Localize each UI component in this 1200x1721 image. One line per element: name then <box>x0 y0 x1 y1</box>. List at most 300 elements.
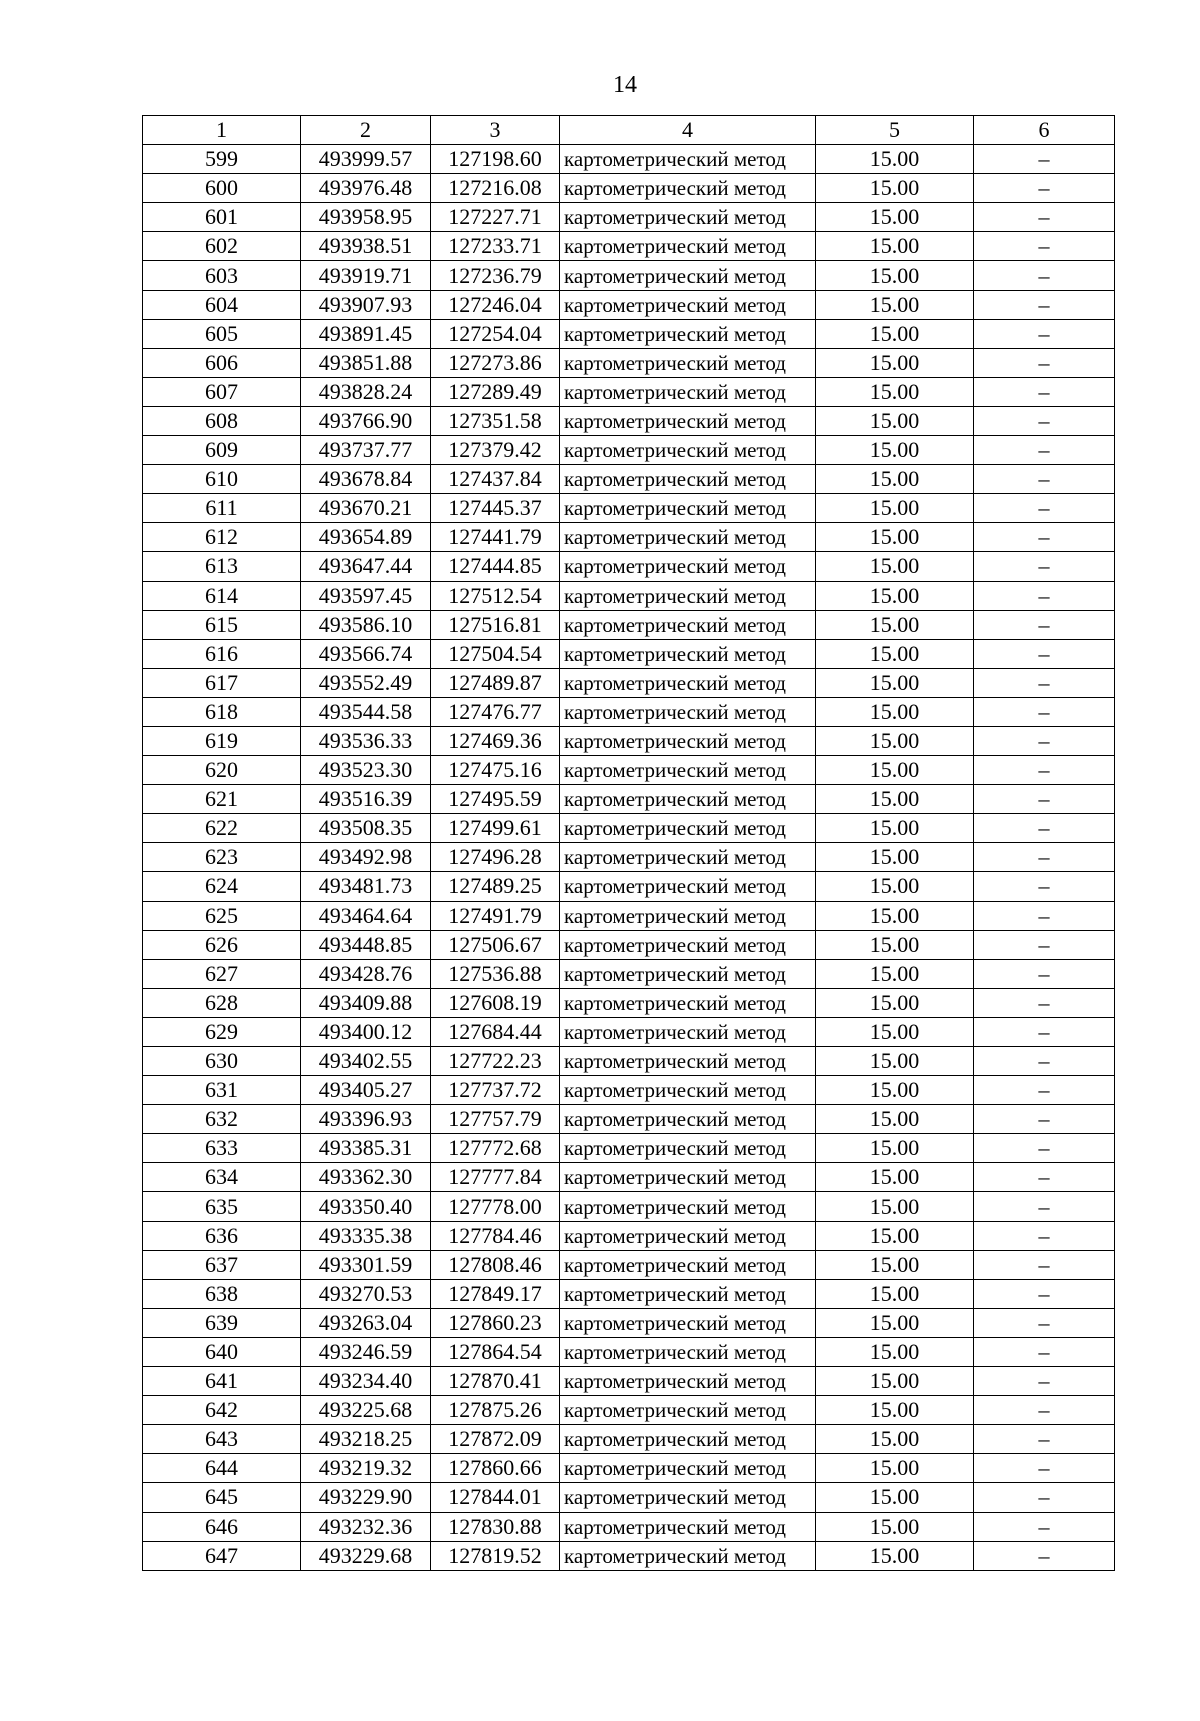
point-number-cell: 643 <box>143 1425 301 1454</box>
description-cell: – <box>974 1017 1115 1046</box>
table-row <box>143 581 1115 610</box>
x-coordinate-cell: 493246.59 <box>301 1337 431 1366</box>
description-cell: – <box>974 726 1115 755</box>
x-coordinate-cell: 493508.35 <box>301 814 431 843</box>
y-coordinate-cell: 127870.41 <box>431 1367 560 1396</box>
accuracy-cell: 15.00 <box>816 726 974 755</box>
point-number-cell: 632 <box>143 1105 301 1134</box>
accuracy-cell: 15.00 <box>816 1221 974 1250</box>
y-coordinate-cell: 127437.84 <box>431 465 560 494</box>
table-row <box>143 1105 1115 1134</box>
method-cell: картометрический метод <box>560 581 816 610</box>
y-coordinate-cell: 127489.87 <box>431 668 560 697</box>
accuracy-cell: 15.00 <box>816 901 974 930</box>
y-coordinate-cell: 127227.71 <box>431 203 560 232</box>
y-coordinate-cell: 127778.00 <box>431 1192 560 1221</box>
description-cell: – <box>974 581 1115 610</box>
x-coordinate-cell: 493464.64 <box>301 901 431 930</box>
y-coordinate-cell: 127872.09 <box>431 1425 560 1454</box>
table-row <box>143 1337 1115 1366</box>
method-cell: картометрический метод <box>560 1279 816 1308</box>
header-cell-5: 5 <box>816 116 974 145</box>
description-cell: – <box>974 843 1115 872</box>
method-cell: картометрический метод <box>560 697 816 726</box>
x-coordinate-cell: 493405.27 <box>301 1076 431 1105</box>
x-coordinate-cell: 493597.45 <box>301 581 431 610</box>
method-cell: картометрический метод <box>560 843 816 872</box>
description-cell: – <box>974 348 1115 377</box>
y-coordinate-cell: 127489.25 <box>431 872 560 901</box>
y-coordinate-cell: 127737.72 <box>431 1076 560 1105</box>
method-cell: картометрический метод <box>560 232 816 261</box>
description-cell: – <box>974 959 1115 988</box>
x-coordinate-cell: 493234.40 <box>301 1367 431 1396</box>
x-coordinate-cell: 493654.89 <box>301 523 431 552</box>
table-row <box>143 1512 1115 1541</box>
description-cell: – <box>974 1483 1115 1512</box>
x-coordinate-cell: 493647.44 <box>301 552 431 581</box>
accuracy-cell: 15.00 <box>816 290 974 319</box>
accuracy-cell: 15.00 <box>816 1105 974 1134</box>
method-cell: картометрический метод <box>560 1512 816 1541</box>
accuracy-cell: 15.00 <box>816 843 974 872</box>
method-cell: картометрический метод <box>560 377 816 406</box>
method-cell: картометрический метод <box>560 756 816 785</box>
table-row <box>143 756 1115 785</box>
point-number-cell: 609 <box>143 436 301 465</box>
point-number-cell: 624 <box>143 872 301 901</box>
y-coordinate-cell: 127351.58 <box>431 406 560 435</box>
x-coordinate-cell: 493301.59 <box>301 1250 431 1279</box>
accuracy-cell: 15.00 <box>816 930 974 959</box>
method-cell: картометрический метод <box>560 1192 816 1221</box>
y-coordinate-cell: 127495.59 <box>431 785 560 814</box>
point-number-cell: 606 <box>143 348 301 377</box>
x-coordinate-cell: 493766.90 <box>301 406 431 435</box>
method-cell: картометрический метод <box>560 1017 816 1046</box>
x-coordinate-cell: 493907.93 <box>301 290 431 319</box>
point-number-cell: 636 <box>143 1221 301 1250</box>
accuracy-cell: 15.00 <box>816 261 974 290</box>
x-coordinate-cell: 493523.30 <box>301 756 431 785</box>
method-cell: картометрический метод <box>560 523 816 552</box>
method-cell: картометрический метод <box>560 174 816 203</box>
accuracy-cell: 15.00 <box>816 1192 974 1221</box>
accuracy-cell: 15.00 <box>816 1047 974 1076</box>
y-coordinate-cell: 127777.84 <box>431 1163 560 1192</box>
accuracy-cell: 15.00 <box>816 232 974 261</box>
y-coordinate-cell: 127784.46 <box>431 1221 560 1250</box>
y-coordinate-cell: 127772.68 <box>431 1134 560 1163</box>
accuracy-cell: 15.00 <box>816 1163 974 1192</box>
header-cell-6: 6 <box>974 116 1115 145</box>
description-cell: – <box>974 319 1115 348</box>
table-row <box>143 1454 1115 1483</box>
method-cell: картометрический метод <box>560 988 816 1017</box>
table-row <box>143 930 1115 959</box>
y-coordinate-cell: 127504.54 <box>431 639 560 668</box>
accuracy-cell: 15.00 <box>816 203 974 232</box>
x-coordinate-cell: 493428.76 <box>301 959 431 988</box>
y-coordinate-cell: 127289.49 <box>431 377 560 406</box>
point-number-cell: 627 <box>143 959 301 988</box>
description-cell: – <box>974 523 1115 552</box>
x-coordinate-cell: 493544.58 <box>301 697 431 726</box>
point-number-cell: 641 <box>143 1367 301 1396</box>
table-row <box>143 552 1115 581</box>
x-coordinate-cell: 493670.21 <box>301 494 431 523</box>
table-row <box>143 290 1115 319</box>
table-row <box>143 988 1115 1017</box>
y-coordinate-cell: 127819.52 <box>431 1541 560 1570</box>
description-cell: – <box>974 1047 1115 1076</box>
table-row <box>143 319 1115 348</box>
description-cell: – <box>974 1076 1115 1105</box>
table-row <box>143 494 1115 523</box>
header-cell-1: 1 <box>143 116 301 145</box>
y-coordinate-cell: 127757.79 <box>431 1105 560 1134</box>
method-cell: картометрический метод <box>560 436 816 465</box>
y-coordinate-cell: 127198.60 <box>431 145 560 174</box>
point-number-cell: 639 <box>143 1308 301 1337</box>
y-coordinate-cell: 127216.08 <box>431 174 560 203</box>
description-cell: – <box>974 145 1115 174</box>
description-cell: – <box>974 872 1115 901</box>
method-cell: картометрический метод <box>560 494 816 523</box>
header-row <box>143 116 1115 145</box>
table-row <box>143 726 1115 755</box>
point-number-cell: 617 <box>143 668 301 697</box>
x-coordinate-cell: 493218.25 <box>301 1425 431 1454</box>
accuracy-cell: 15.00 <box>816 465 974 494</box>
table-row <box>143 668 1115 697</box>
table-row <box>143 785 1115 814</box>
x-coordinate-cell: 493938.51 <box>301 232 431 261</box>
table-row <box>143 1221 1115 1250</box>
description-cell: – <box>974 1425 1115 1454</box>
point-number-cell: 642 <box>143 1396 301 1425</box>
x-coordinate-cell: 493232.36 <box>301 1512 431 1541</box>
method-cell: картометрический метод <box>560 319 816 348</box>
description-cell: – <box>974 697 1115 726</box>
point-number-cell: 638 <box>143 1279 301 1308</box>
table-row <box>143 436 1115 465</box>
accuracy-cell: 15.00 <box>816 785 974 814</box>
table-row <box>143 610 1115 639</box>
point-number-cell: 630 <box>143 1047 301 1076</box>
description-cell: – <box>974 814 1115 843</box>
table-row <box>143 1308 1115 1337</box>
accuracy-cell: 15.00 <box>816 174 974 203</box>
point-number-cell: 605 <box>143 319 301 348</box>
method-cell: картометрический метод <box>560 1105 816 1134</box>
point-number-cell: 646 <box>143 1512 301 1541</box>
table-row <box>143 1192 1115 1221</box>
x-coordinate-cell: 493481.73 <box>301 872 431 901</box>
accuracy-cell: 15.00 <box>816 1279 974 1308</box>
point-number-cell: 600 <box>143 174 301 203</box>
accuracy-cell: 15.00 <box>816 639 974 668</box>
method-cell: картометрический метод <box>560 901 816 930</box>
header-cell-4: 4 <box>560 116 816 145</box>
point-number-cell: 628 <box>143 988 301 1017</box>
x-coordinate-cell: 493737.77 <box>301 436 431 465</box>
point-number-cell: 602 <box>143 232 301 261</box>
x-coordinate-cell: 493516.39 <box>301 785 431 814</box>
description-cell: – <box>974 465 1115 494</box>
table-row <box>143 261 1115 290</box>
description-cell: – <box>974 494 1115 523</box>
table-row <box>143 406 1115 435</box>
description-cell: – <box>974 1279 1115 1308</box>
accuracy-cell: 15.00 <box>816 494 974 523</box>
method-cell: картометрический метод <box>560 203 816 232</box>
y-coordinate-cell: 127512.54 <box>431 581 560 610</box>
x-coordinate-cell: 493362.30 <box>301 1163 431 1192</box>
description-cell: – <box>974 232 1115 261</box>
accuracy-cell: 15.00 <box>816 581 974 610</box>
method-cell: картометрический метод <box>560 959 816 988</box>
page-number: 14 <box>613 72 637 98</box>
x-coordinate-cell: 493400.12 <box>301 1017 431 1046</box>
accuracy-cell: 15.00 <box>816 1396 974 1425</box>
point-number-cell: 631 <box>143 1076 301 1105</box>
y-coordinate-cell: 127864.54 <box>431 1337 560 1366</box>
y-coordinate-cell: 127233.71 <box>431 232 560 261</box>
table-row <box>143 959 1115 988</box>
x-coordinate-cell: 493335.38 <box>301 1221 431 1250</box>
method-cell: картометрический метод <box>560 261 816 290</box>
y-coordinate-cell: 127830.88 <box>431 1512 560 1541</box>
description-cell: – <box>974 406 1115 435</box>
point-number-cell: 634 <box>143 1163 301 1192</box>
y-coordinate-cell: 127379.42 <box>431 436 560 465</box>
accuracy-cell: 15.00 <box>816 436 974 465</box>
x-coordinate-cell: 493409.88 <box>301 988 431 1017</box>
point-number-cell: 603 <box>143 261 301 290</box>
description-cell: – <box>974 203 1115 232</box>
table-row <box>143 639 1115 668</box>
y-coordinate-cell: 127722.23 <box>431 1047 560 1076</box>
point-number-cell: 622 <box>143 814 301 843</box>
y-coordinate-cell: 127875.26 <box>431 1396 560 1425</box>
point-number-cell: 621 <box>143 785 301 814</box>
accuracy-cell: 15.00 <box>816 1134 974 1163</box>
method-cell: картометрический метод <box>560 1134 816 1163</box>
point-number-cell: 644 <box>143 1454 301 1483</box>
description-cell: – <box>974 785 1115 814</box>
accuracy-cell: 15.00 <box>816 1425 974 1454</box>
accuracy-cell: 15.00 <box>816 1250 974 1279</box>
point-number-cell: 619 <box>143 726 301 755</box>
table-header <box>143 116 1115 145</box>
method-cell: картометрический метод <box>560 1367 816 1396</box>
description-cell: – <box>974 1163 1115 1192</box>
accuracy-cell: 15.00 <box>816 959 974 988</box>
description-cell: – <box>974 290 1115 319</box>
accuracy-cell: 15.00 <box>816 1308 974 1337</box>
point-number-cell: 599 <box>143 145 301 174</box>
point-number-cell: 614 <box>143 581 301 610</box>
description-cell: – <box>974 1541 1115 1570</box>
point-number-cell: 645 <box>143 1483 301 1512</box>
method-cell: картометрический метод <box>560 1250 816 1279</box>
method-cell: картометрический метод <box>560 1076 816 1105</box>
description-cell: – <box>974 261 1115 290</box>
accuracy-cell: 15.00 <box>816 1337 974 1366</box>
description-cell: – <box>974 1134 1115 1163</box>
point-number-cell: 601 <box>143 203 301 232</box>
y-coordinate-cell: 127860.66 <box>431 1454 560 1483</box>
description-cell: – <box>974 1221 1115 1250</box>
accuracy-cell: 15.00 <box>816 145 974 174</box>
accuracy-cell: 15.00 <box>816 1367 974 1396</box>
table-row <box>143 1425 1115 1454</box>
x-coordinate-cell: 493448.85 <box>301 930 431 959</box>
point-number-cell: 618 <box>143 697 301 726</box>
x-coordinate-cell: 493678.84 <box>301 465 431 494</box>
table-row <box>143 843 1115 872</box>
y-coordinate-cell: 127236.79 <box>431 261 560 290</box>
table-row <box>143 1396 1115 1425</box>
accuracy-cell: 15.00 <box>816 814 974 843</box>
table-row <box>143 145 1115 174</box>
y-coordinate-cell: 127808.46 <box>431 1250 560 1279</box>
table-row <box>143 1134 1115 1163</box>
description-cell: – <box>974 1192 1115 1221</box>
table-row <box>143 872 1115 901</box>
y-coordinate-cell: 127844.01 <box>431 1483 560 1512</box>
table-row <box>143 1076 1115 1105</box>
description-cell: – <box>974 377 1115 406</box>
accuracy-cell: 15.00 <box>816 668 974 697</box>
method-cell: картометрический метод <box>560 930 816 959</box>
table-row <box>143 901 1115 930</box>
point-number-cell: 637 <box>143 1250 301 1279</box>
description-cell: – <box>974 988 1115 1017</box>
method-cell: картометрический метод <box>560 406 816 435</box>
x-coordinate-cell: 493270.53 <box>301 1279 431 1308</box>
table-row <box>143 1047 1115 1076</box>
description-cell: – <box>974 1337 1115 1366</box>
method-cell: картометрический метод <box>560 1454 816 1483</box>
table-row <box>143 377 1115 406</box>
method-cell: картометрический метод <box>560 610 816 639</box>
x-coordinate-cell: 493828.24 <box>301 377 431 406</box>
table-row <box>143 174 1115 203</box>
description-cell: – <box>974 930 1115 959</box>
description-cell: – <box>974 552 1115 581</box>
y-coordinate-cell: 127254.04 <box>431 319 560 348</box>
accuracy-cell: 15.00 <box>816 319 974 348</box>
point-number-cell: 640 <box>143 1337 301 1366</box>
x-coordinate-cell: 493851.88 <box>301 348 431 377</box>
x-coordinate-cell: 493919.71 <box>301 261 431 290</box>
table-row <box>143 1250 1115 1279</box>
y-coordinate-cell: 127246.04 <box>431 290 560 319</box>
table-row <box>143 232 1115 261</box>
method-cell: картометрический метод <box>560 639 816 668</box>
accuracy-cell: 15.00 <box>816 1512 974 1541</box>
y-coordinate-cell: 127476.77 <box>431 697 560 726</box>
accuracy-cell: 15.00 <box>816 377 974 406</box>
table-row <box>143 465 1115 494</box>
accuracy-cell: 15.00 <box>816 872 974 901</box>
point-number-cell: 623 <box>143 843 301 872</box>
accuracy-cell: 15.00 <box>816 523 974 552</box>
method-cell: картометрический метод <box>560 1396 816 1425</box>
accuracy-cell: 15.00 <box>816 348 974 377</box>
point-number-cell: 616 <box>143 639 301 668</box>
point-number-cell: 607 <box>143 377 301 406</box>
method-cell: картометрический метод <box>560 290 816 319</box>
point-number-cell: 608 <box>143 406 301 435</box>
description-cell: – <box>974 1105 1115 1134</box>
x-coordinate-cell: 493350.40 <box>301 1192 431 1221</box>
method-cell: картометрический метод <box>560 552 816 581</box>
point-number-cell: 620 <box>143 756 301 785</box>
y-coordinate-cell: 127273.86 <box>431 348 560 377</box>
y-coordinate-cell: 127860.23 <box>431 1308 560 1337</box>
method-cell: картометрический метод <box>560 872 816 901</box>
table-row <box>143 1279 1115 1308</box>
method-cell: картометрический метод <box>560 785 816 814</box>
x-coordinate-cell: 493552.49 <box>301 668 431 697</box>
y-coordinate-cell: 127444.85 <box>431 552 560 581</box>
x-coordinate-cell: 493225.68 <box>301 1396 431 1425</box>
x-coordinate-cell: 493229.68 <box>301 1541 431 1570</box>
description-cell: – <box>974 174 1115 203</box>
table-row <box>143 1367 1115 1396</box>
point-number-cell: 626 <box>143 930 301 959</box>
method-cell: картометрический метод <box>560 1425 816 1454</box>
x-coordinate-cell: 493958.95 <box>301 203 431 232</box>
y-coordinate-cell: 127684.44 <box>431 1017 560 1046</box>
y-coordinate-cell: 127469.36 <box>431 726 560 755</box>
accuracy-cell: 15.00 <box>816 697 974 726</box>
description-cell: – <box>974 1250 1115 1279</box>
accuracy-cell: 15.00 <box>816 1076 974 1105</box>
table-row <box>143 1163 1115 1192</box>
table-row <box>143 348 1115 377</box>
point-number-cell: 611 <box>143 494 301 523</box>
description-cell: – <box>974 1308 1115 1337</box>
point-number-cell: 629 <box>143 1017 301 1046</box>
description-cell: – <box>974 756 1115 785</box>
method-cell: картометрический метод <box>560 348 816 377</box>
y-coordinate-cell: 127445.37 <box>431 494 560 523</box>
x-coordinate-cell: 493263.04 <box>301 1308 431 1337</box>
method-cell: картометрический метод <box>560 668 816 697</box>
table-row <box>143 1541 1115 1570</box>
x-coordinate-cell: 493229.90 <box>301 1483 431 1512</box>
description-cell: – <box>974 1512 1115 1541</box>
table-row <box>143 523 1115 552</box>
y-coordinate-cell: 127499.61 <box>431 814 560 843</box>
point-number-cell: 604 <box>143 290 301 319</box>
method-cell: картометрический метод <box>560 1163 816 1192</box>
description-cell: – <box>974 610 1115 639</box>
description-cell: – <box>974 901 1115 930</box>
point-number-cell: 613 <box>143 552 301 581</box>
description-cell: – <box>974 1454 1115 1483</box>
method-cell: картометрический метод <box>560 465 816 494</box>
y-coordinate-cell: 127496.28 <box>431 843 560 872</box>
accuracy-cell: 15.00 <box>816 1017 974 1046</box>
accuracy-cell: 15.00 <box>816 756 974 785</box>
method-cell: картометрический метод <box>560 726 816 755</box>
y-coordinate-cell: 127491.79 <box>431 901 560 930</box>
